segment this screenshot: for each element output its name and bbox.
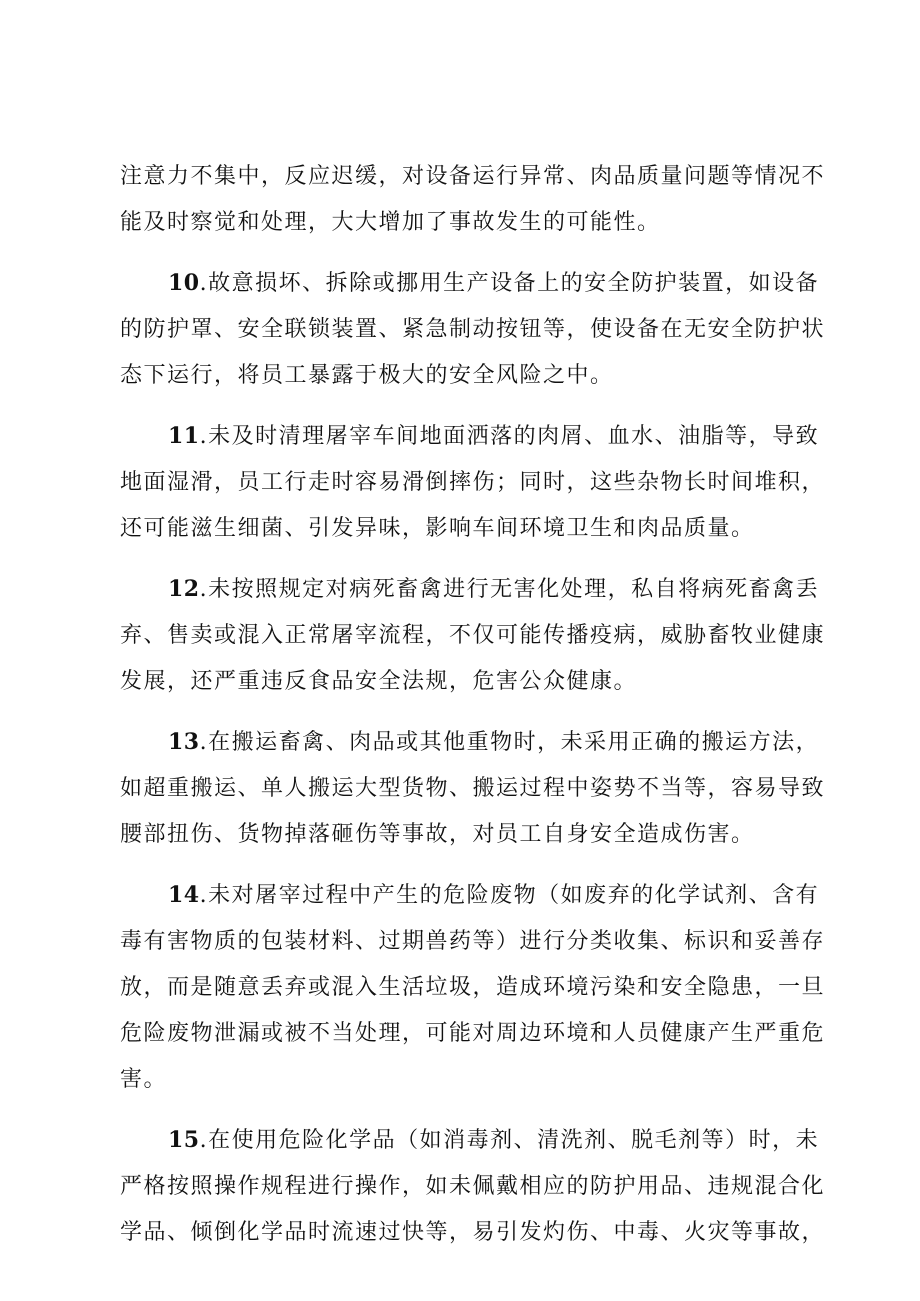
paragraph-line: 如超重搬运、单人搬运大型货物、搬运过程中姿势不当等，容易导致 xyxy=(120,776,826,801)
paragraph-line xyxy=(120,872,820,919)
paragraph-number: 11 xyxy=(168,423,200,449)
paragraph-line-text: .故意损坏、拆除或挪用生产设备上的安全防护装置，如设备 xyxy=(199,271,820,296)
paragraph-line: 弃、售卖或混入正常屠宰流程，不仅可能传播疫病，威胁畜牧业健康 xyxy=(120,623,826,648)
paragraph-line: 毒有害物质的包装材料、过期兽药等）进行分类收集、标识和妥善存 xyxy=(120,929,826,954)
paragraph-line: 的防护罩、安全联锁装置、紧急制动按钮等，使设备在无安全防护状 xyxy=(120,317,826,342)
paragraph-line: 注意力不集中，反应迟缓，对设备运行异常、肉品质量问题等情况不 xyxy=(120,164,826,189)
paragraph-line xyxy=(120,566,820,613)
paragraph-continuation xyxy=(120,154,826,246)
paragraph-item-12 xyxy=(120,566,826,705)
paragraph-item-13 xyxy=(120,719,826,858)
paragraph-number: 13 xyxy=(168,729,200,755)
paragraph-line: 态下运行，将员工暴露于极大的安全风险之中。 xyxy=(120,363,614,388)
paragraph-item-10 xyxy=(120,260,826,399)
paragraph-line xyxy=(120,1117,820,1164)
paragraph-line-text: .未按照规定对病死畜禽进行无害化处理，私自将病死畜禽丢 xyxy=(199,577,820,602)
document-body xyxy=(120,154,826,1256)
paragraph-line-text: .在搬运畜禽、肉品或其他重物时，未采用正确的搬运方法， xyxy=(199,730,820,755)
paragraph-line: 放，而是随意丢弃或混入生活垃圾，造成环境污染和安全隐患，一旦 xyxy=(120,975,826,1000)
paragraph-line: 还可能滋生细菌、引发异味，影响车间环境卫生和肉品质量。 xyxy=(120,516,755,541)
paragraph-line-text: .未及时清理屠宰车间地面洒落的肉屑、血水、油脂等，导致 xyxy=(199,424,820,449)
paragraph-line: 腰部扭伤、货物掉落砸伤等事故，对员工自身安全造成伤害。 xyxy=(120,822,755,847)
paragraph-item-14 xyxy=(120,872,826,1103)
paragraph-line: 地面湿滑，员工行走时容易滑倒摔伤；同时，这些杂物长时间堆积， xyxy=(120,470,826,495)
paragraph-line: 严格按照操作规程进行操作，如未佩戴相应的防护用品、违规混合化 xyxy=(120,1174,826,1199)
paragraph-line: 学品、倾倒化学品时流速过快等，易引发灼伤、中毒、火灾等事故， xyxy=(120,1220,826,1245)
paragraph-line-text: .在使用危险化学品（如消毒剂、清洗剂、脱毛剂等）时，未 xyxy=(199,1128,820,1153)
paragraph-line: 危险废物泄漏或被不当处理，可能对周边环境和人员健康产生严重危 xyxy=(120,1021,826,1046)
paragraph-item-11 xyxy=(120,413,826,552)
paragraph-line xyxy=(120,719,820,766)
paragraph-line xyxy=(120,260,820,307)
paragraph-number: 12 xyxy=(168,576,200,602)
paragraph-number: 10 xyxy=(168,270,200,296)
paragraph-line: 能及时察觉和处理，大大增加了事故发生的可能性。 xyxy=(120,210,661,235)
paragraph-line: 发展，还严重违反食品安全法规，危害公众健康。 xyxy=(120,669,638,694)
paragraph-line: 害。 xyxy=(120,1067,168,1092)
paragraph-number: 15 xyxy=(168,1127,200,1153)
paragraph-item-15 xyxy=(120,1117,826,1256)
paragraph-number: 14 xyxy=(168,882,200,908)
paragraph-line xyxy=(120,413,820,460)
paragraph-line-text: .未对屠宰过程中产生的危险废物（如废弃的化学试剂、含有 xyxy=(199,883,820,908)
